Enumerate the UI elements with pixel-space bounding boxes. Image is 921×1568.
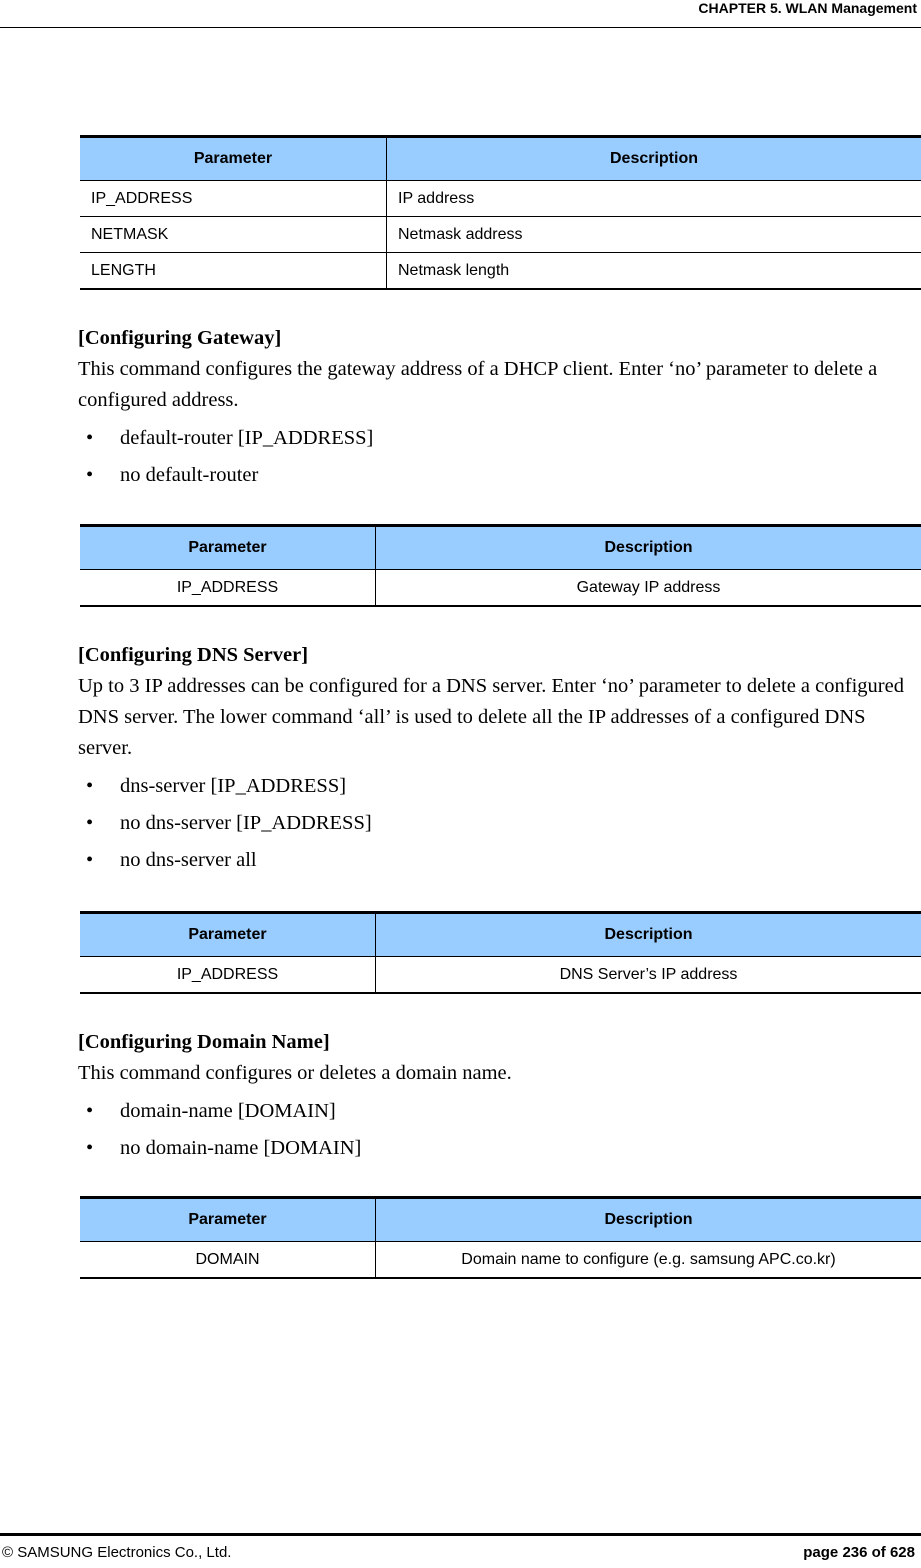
table-cell-description: IP address <box>387 181 921 217</box>
list-item <box>78 1093 914 1130</box>
list-item <box>78 842 914 879</box>
section-gateway <box>78 323 914 494</box>
table-row <box>80 253 921 290</box>
table-cell-parameter: IP_ADDRESS <box>80 570 376 607</box>
command-text: no domain-name [DOMAIN] <box>120 1137 361 1159</box>
table-cell-description: Netmask length <box>387 253 921 290</box>
section-domain <box>78 1027 914 1167</box>
section-heading: [Configuring DNS Server] <box>78 640 914 671</box>
section-body: This command configures or deletes a domain name. <box>78 1058 914 1089</box>
table-header-row <box>80 526 921 570</box>
command-list <box>78 768 914 879</box>
list-item <box>78 457 914 494</box>
chapter-title: CHAPTER 5. WLAN Management <box>698 0 917 16</box>
list-item <box>78 420 914 457</box>
command-list <box>78 420 914 494</box>
table-header-description: Description <box>376 913 921 957</box>
section-dns <box>78 640 914 879</box>
list-item <box>78 1130 914 1167</box>
table-row <box>80 1242 921 1279</box>
table-row <box>80 570 921 607</box>
command-list <box>78 1093 914 1167</box>
table-header-description: Description <box>376 1198 921 1242</box>
section-body: This command configures the gateway address of a DHCP client. Enter ‘no’ parameter to delete a configured address. <box>78 354 914 416</box>
section-heading: [Configuring Domain Name] <box>78 1027 914 1058</box>
table-cell-description: Domain name to configure (e.g. samsung APC.co.kr) <box>376 1242 921 1279</box>
command-text: domain-name [DOMAIN] <box>120 1100 336 1122</box>
bullet-icon: • <box>86 805 93 842</box>
parameter-table-dns <box>80 911 921 994</box>
section-body: Up to 3 IP addresses can be configured for a DNS server. Enter ‘no’ parameter to delete a configured DNS server. The lower command ‘all’ is used to delete all the IP addresses of a configured DNS server. <box>78 671 914 764</box>
table-cell-description: Netmask address <box>387 217 921 253</box>
bullet-icon: • <box>86 457 93 494</box>
table-header-parameter: Parameter <box>80 137 387 181</box>
page-footer <box>0 1533 921 1568</box>
table-row <box>80 957 921 994</box>
table-row <box>80 217 921 253</box>
table-header-row <box>80 1198 921 1242</box>
table-header-row <box>80 913 921 957</box>
table-header-description: Description <box>387 137 921 181</box>
table-cell-description: Gateway IP address <box>376 570 921 607</box>
section-heading: [Configuring Gateway] <box>78 323 914 354</box>
parameter-table-domain <box>80 1196 921 1279</box>
table-header-parameter: Parameter <box>80 526 376 570</box>
command-text: default-router [IP_ADDRESS] <box>120 427 373 449</box>
command-text: dns-server [IP_ADDRESS] <box>120 775 346 797</box>
table-cell-parameter: NETMASK <box>80 217 387 253</box>
table-cell-parameter: IP_ADDRESS <box>80 181 387 217</box>
parameter-table-ip <box>80 135 921 290</box>
table-cell-description: DNS Server’s IP address <box>376 957 921 994</box>
table-cell-parameter: IP_ADDRESS <box>80 957 376 994</box>
table-header-row <box>80 137 921 181</box>
parameter-table-gateway <box>80 524 921 607</box>
bullet-icon: • <box>86 1130 93 1167</box>
bullet-icon: • <box>86 420 93 457</box>
page-number: page 236 of 628 <box>803 1544 915 1561</box>
command-text: no dns-server [IP_ADDRESS] <box>120 812 372 834</box>
table-header-description: Description <box>376 526 921 570</box>
list-item <box>78 805 914 842</box>
command-text: no dns-server all <box>120 849 257 871</box>
bullet-icon: • <box>86 1093 93 1130</box>
page-header <box>0 0 921 28</box>
list-item <box>78 768 914 805</box>
table-row <box>80 181 921 217</box>
command-text: no default-router <box>120 464 258 486</box>
table-cell-parameter: LENGTH <box>80 253 387 290</box>
table-cell-parameter: DOMAIN <box>80 1242 376 1279</box>
table-header-parameter: Parameter <box>80 1198 376 1242</box>
bullet-icon: • <box>86 842 93 879</box>
bullet-icon: • <box>86 768 93 805</box>
copyright: © SAMSUNG Electronics Co., Ltd. <box>2 1544 231 1561</box>
table-header-parameter: Parameter <box>80 913 376 957</box>
